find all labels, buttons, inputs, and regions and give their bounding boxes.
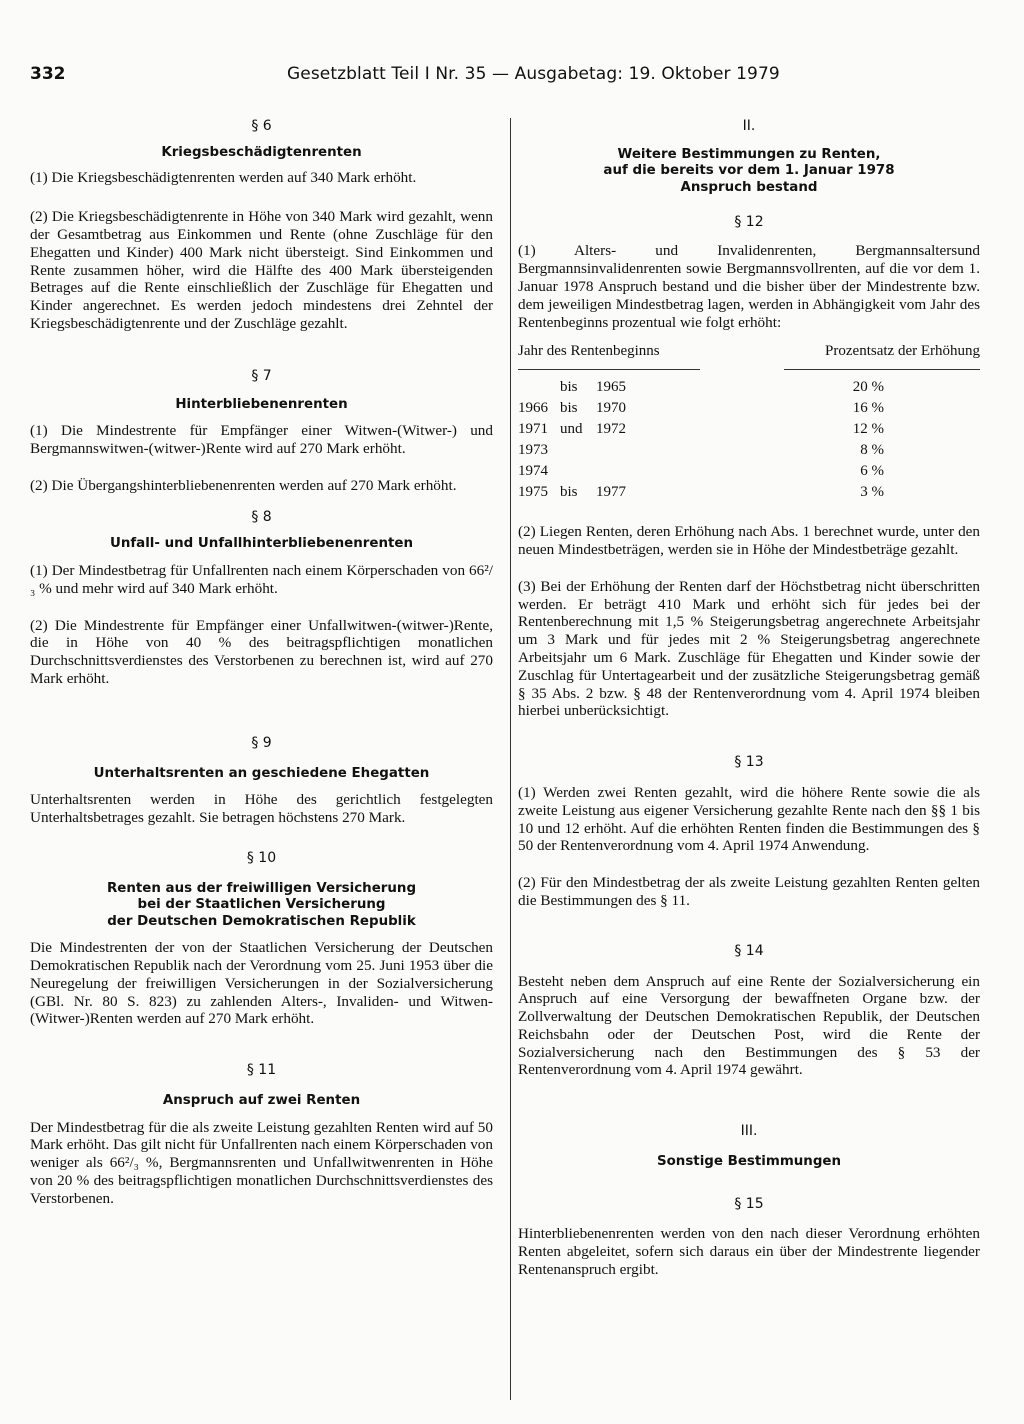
section-10-title-line-2: bei der Staatlichen Versicherung (137, 897, 386, 913)
year-to: 1977 (596, 484, 626, 501)
section-12-label: § 12 (734, 213, 764, 230)
section-10-label: § 10 (246, 849, 277, 866)
year-to: 1970 (596, 400, 626, 417)
section-10-title-line-1: Renten aus der freiwilligen Versicherung (106, 880, 417, 896)
section-7-title: Hinterbliebenenrenten (175, 396, 348, 412)
section-13-label: § 13 (734, 754, 764, 771)
section-10-title-line-3: der Deutschen Demokratischen Republik (107, 913, 416, 929)
section-11-para-1: Der Mindestbetrag für die als zweite Leistung gezahlten Renten wird auf 50 Mark erhöht. Das gilt nicht für Unfallrenten nach einem Körperschaden von weniger als 66²/₃ %, Bergmannsrenten und Unfallwitwenrenten in Höhe von 20 % des beitragspflichtigen monatlichen Durchschnittsverdienstes des Verstorbenen. (30, 1118, 493, 1207)
table-row (518, 419, 980, 440)
increase-percent: 8 % (860, 442, 884, 459)
section-8-para-1: (1) Der Mindestbetrag für Unfallrenten nach einem Körperschaden von 66²/₃ % und mehr wird auf 340 Mark erhöht. (30, 561, 493, 597)
increase-percent: 16 % (852, 400, 884, 417)
year-connector: bis (560, 379, 578, 396)
right-column (518, 118, 980, 1279)
increase-table (518, 377, 980, 503)
year-to: 1965 (596, 379, 626, 396)
year-from: 1975 (518, 484, 548, 501)
year-connector: bis (560, 400, 578, 417)
part-2-numeral: II. (742, 118, 756, 134)
increase-percent: 20 % (852, 379, 884, 396)
section-10-para-1: Die Mindestrenten der von der Staatlichen Versicherung der Deutschen Demokratischen Republik nach der Verordnung vom 25. Juni 1953 über die Neuregelung der freiwilligen Versicherungen in der Sozialversicherung (GBl. Nr. 80 S. 823) zu zahlenden Alters-, Invaliden- und Witwen-(Witwer-)Renten werden auf 270 Mark erhöht. (30, 939, 493, 1028)
part-2-title-line-3: Anspruch bestand (680, 179, 818, 195)
section-6-para-1: (1) Die Kriegsbeschädigtenrenten werden auf 340 Mark erhöht. (30, 169, 417, 187)
year-to: 1972 (596, 421, 626, 438)
table-row (518, 482, 980, 503)
section-11-label: § 11 (246, 1062, 277, 1079)
section-15-para-1: Hinterbliebenenrenten werden von den nach dieser Verordnung erhöhten Renten abgeleitet, sofern sich daraus ein über der Mindestrente liegender Rentenanspruch ergibt. (518, 1225, 980, 1279)
increase-table-header (518, 343, 980, 370)
part-2-title-line-1: Weitere Bestimmungen zu Renten, (617, 146, 881, 162)
year-from: 1973 (518, 442, 548, 459)
increase-percent: 6 % (860, 463, 884, 480)
year-from: 1966 (518, 400, 548, 417)
section-12-para-2: (2) Liegen Renten, deren Erhöhung nach Abs. 1 berechnet wurde, unter den neuen Mindestbeträgen, werden sie in Höhe der Mindestbeträge gezahlt. (518, 523, 980, 558)
section-13-para-2: (2) Für den Mindestbetrag der als zweite Leistung gezahlten Renten gelten die Bestimmungen des § 11. (518, 874, 980, 909)
part-2-title-line-2: auf die bereits vor dem 1. Januar 1978 (603, 163, 895, 179)
part-3-numeral: III. (740, 1123, 758, 1140)
section-6-title: Kriegsbeschädigtenrenten (161, 144, 362, 160)
section-9-para-1: Unterhaltsrenten werden in Höhe des gerichtlich festgelegten Unterhaltsbetrages gezahlt. Sie betragen höchstens 270 Mark. (30, 791, 493, 826)
section-8-label: § 8 (251, 508, 272, 525)
section-11-title: Anspruch auf zwei Renten (162, 1093, 361, 1109)
section-14-para-1: Besteht neben dem Anspruch auf eine Rente der Sozialversicherung ein Anspruch auf eine Versorgung der bewaffneten Organe bzw. der Zollverwaltung der Deutschen Demokratischen Republik, der Deutschen Reichsbahn oder der Deutschen Post, wird die Rente der Sozialversicherung nach den Bestimmungen des § 53 der Rentenverordnung vom 4. April 1974 gewährt. (518, 972, 980, 1079)
year-from: 1971 (518, 421, 548, 438)
section-6-para-2: (2) Die Kriegsbeschädigtenrente in Höhe von 340 Mark wird gezahlt, wenn der Gesamtbetrag aus Einkommen und Rente (ohne Zuschläge für den Ehegatten und Kinder) 400 Mark nicht übersteigt. Sind Einkommen und Rente zusammen höher, wird die Hälfte des 400 Mark übersteigenden Betrages auf die Rente einschließlich der Zuschläge für Ehegatten und Kinder angerechnet. Es werden jedoch mindestens drei Zehntel der Kriegsbeschädigtenrente und der Zuschläge gezahlt. (30, 208, 493, 332)
part-3-title: Sonstige Bestimmungen (656, 1154, 842, 1170)
section-12-para-1: (1) Alters- und Invalidenrenten, Bergmannsaltersund Bergmannsinvalidenrenten sowie Bergmannsvollrenten, auf die vor dem 1. Januar 1978 Anspruch bestand und die bisher über der Mindestrente bzw. dem jeweiligen Mindestbetrag lagen, werden in Abhängigkeit vom Jahr des Rentenbeginns prozentual wie folgt erhöht: (518, 242, 980, 331)
increase-percent: 3 % (860, 484, 884, 501)
section-9-title: Unterhaltsrenten an geschiedene Ehegatten (93, 765, 430, 781)
increase-percent: 12 % (852, 421, 884, 438)
table-row (518, 440, 980, 461)
section-12-para-3: (3) Bei der Erhöhung der Renten darf der Höchstbetrag nicht überschritten werden. Er beträgt 410 Mark und erhöht sich für jedes bei der Rentenberechnung mit 1,5 % Steigerungsbetrag angerechnete Arbeitsjahr um 3 Mark und für jedes mit 2 % Steigerungsbetrag angerechnete Arbeitsjahr um 6 Mark. Zuschläge für Ehegatten und Kinder sowie der Zuschlag für Untertagearbeit und der zusätzliche Steigerungsbetrag gemäß § 35 Abs. 2 bzw. § 48 der Rentenverordnung vom 4. April 1974 bleiben hierbei unberücksichtigt. (518, 577, 980, 720)
table-row (518, 398, 980, 419)
section-15-label: § 15 (734, 1195, 764, 1212)
column-header-year: Jahr des Rentenbeginns (518, 343, 700, 370)
section-9-label: § 9 (251, 734, 272, 751)
section-8-para-2: (2) Die Mindestrente für Empfänger einer Unfallwitwen-(witwer-)Rente, die in Höhe von 40 % des beitragspflichtigen monatlichen Durchschnittsverdienstes des Verstorbenen zu berechnen ist, wird auf 270 Mark erhöht. (30, 616, 493, 687)
left-column (30, 118, 493, 1208)
section-7-label: § 7 (251, 367, 272, 384)
section-8-title: Unfall- und Unfallhinterbliebenenrenten (109, 536, 414, 552)
running-head: Gesetzblatt Teil I Nr. 35 — Ausgabetag: 19. Oktober 1979 (287, 64, 780, 84)
section-13-para-1: (1) Werden zwei Renten gezahlt, wird die höhere Rente sowie die als zweite Leistung aus eigener Versicherung gezahlte Rente nach den §§ 1 bis 10 und 12 erhöht. Auf die erhöhten Renten finden die Bestimmungen des § 50 der Rentenverordnung vom 4. April 1974 Anwendung. (518, 783, 980, 855)
section-7-para-1: (1) Die Mindestrente für Empfänger einer Witwen-(Witwer-) und Bergmannswitwen-(witwer-)Rente wird auf 270 Mark erhöht. (30, 422, 493, 457)
year-connector: bis (560, 484, 578, 501)
year-from: 1974 (518, 463, 548, 480)
section-14-label: § 14 (734, 942, 764, 959)
column-header-percent: Prozentsatz der Erhöhung (784, 343, 980, 370)
page-number: 332 (30, 64, 66, 84)
section-6-label: § 6 (251, 118, 272, 134)
section-7-para-2: (2) Die Übergangshinterbliebenenrenten werden auf 270 Mark erhöht. (30, 476, 457, 494)
table-row (518, 461, 980, 482)
year-connector: und (560, 421, 583, 438)
table-row (518, 377, 980, 398)
column-divider (510, 118, 511, 1400)
